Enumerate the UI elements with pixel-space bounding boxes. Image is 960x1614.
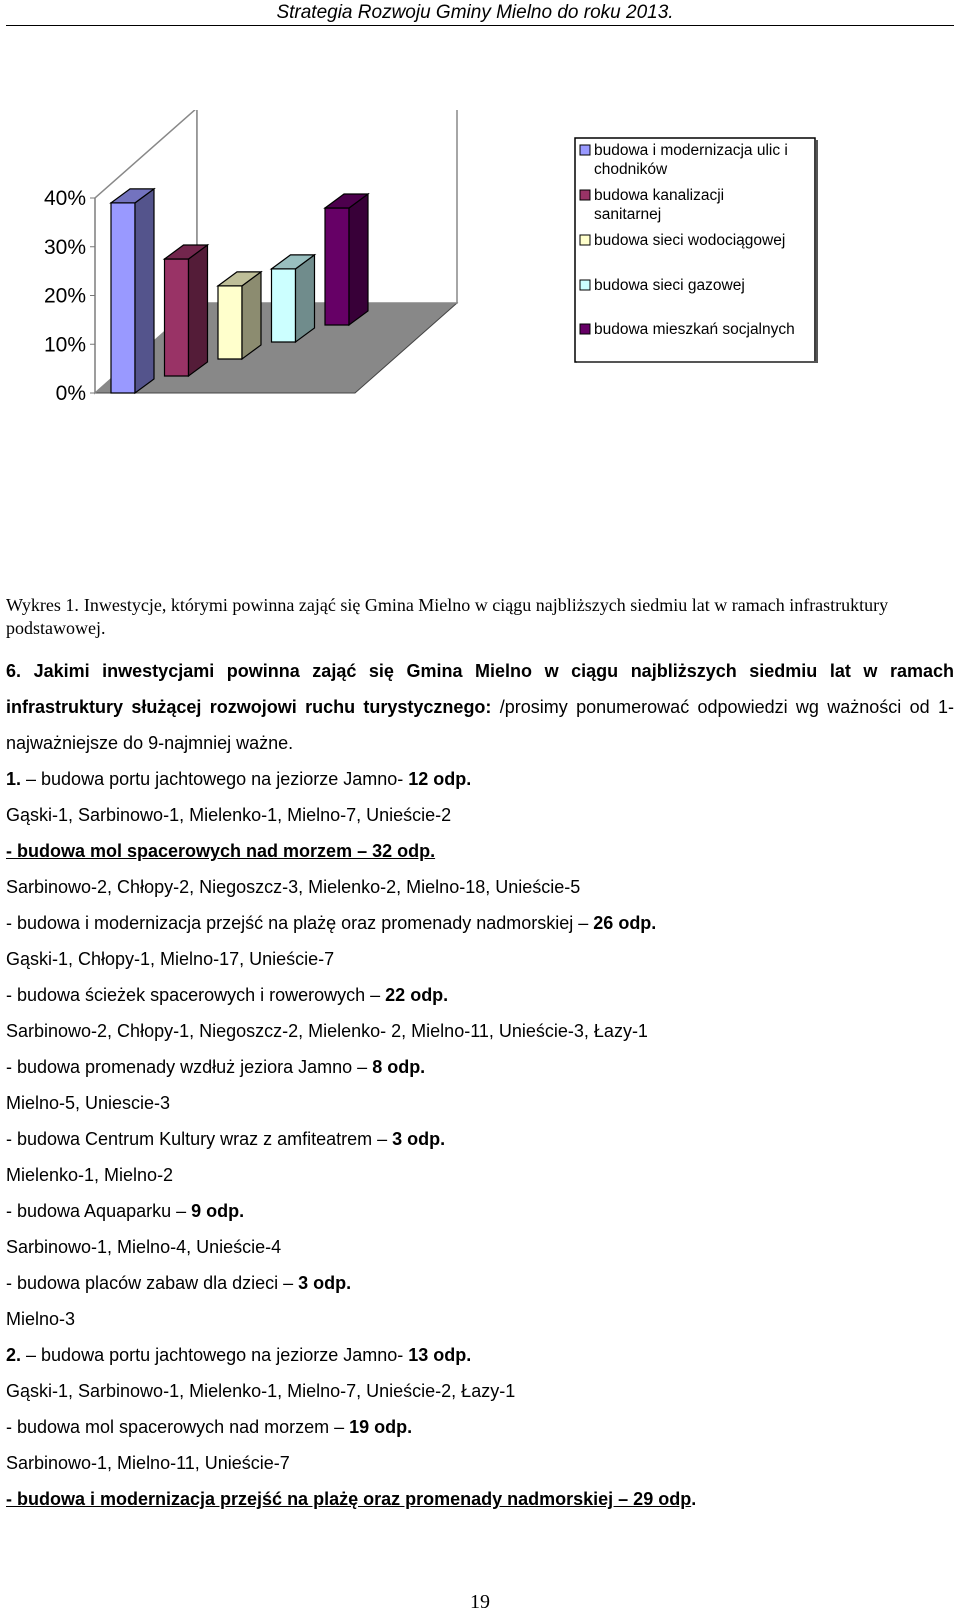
answer-line (6, 1193, 954, 1229)
answer-line (6, 1337, 954, 1373)
chart-bar (272, 255, 315, 342)
answer-highlight: - budowa i modernizacja przejść na plażę oraz promenady nadmorskiej – 29 odp (6, 1489, 692, 1509)
question-number: 6. (6, 661, 22, 681)
answer-localities: Mielno-3 (6, 1309, 76, 1329)
answer-rank: 2. (6, 1345, 22, 1365)
answer-localities: Mielenko-1, Mielno-2 (6, 1165, 174, 1185)
header-title: Strategia Rozwoju Gminy Mielno do roku 2013. (276, 2, 674, 23)
answer-line (6, 1373, 954, 1409)
answer-line (6, 1085, 954, 1121)
caption-label: Wykres 1. (6, 595, 79, 615)
answer-line (6, 941, 954, 977)
legend-swatch (580, 235, 590, 245)
answer-text: - budowa Centrum Kultury wraz z amfiteatrem – (6, 1129, 393, 1149)
answer-list (6, 761, 954, 1517)
answer-line (6, 797, 954, 833)
answer-count: 8 odp. (372, 1057, 426, 1077)
answer-localities: Sarbinowo-1, Mielno-4, Unieście-4 (6, 1237, 282, 1257)
answer-line (6, 869, 954, 905)
legend-label: budowa sieci gazowej (594, 277, 745, 294)
answer-count: 26 odp. (593, 913, 657, 933)
answer-line (6, 1121, 954, 1157)
y-tick-label: 10% (43, 333, 86, 357)
y-tick-label: 40% (43, 187, 86, 210)
answer-count: 22 odp. (385, 985, 449, 1005)
answer-line (6, 1409, 954, 1445)
answer-text: - budowa mol spacerowych nad morzem – (6, 1417, 350, 1437)
answer-localities: Sarbinowo-2, Chłopy-2, Niegoszcz-3, Mielenko-2, Mielno-18, Unieście-5 (6, 877, 581, 897)
y-tick-label: 30% (43, 235, 86, 259)
answer-text: – budowa portu jachtowego na jeziorze Jamno- (21, 1345, 409, 1365)
answer-line (6, 1229, 954, 1265)
question-6 (6, 653, 954, 761)
answer-text: - budowa placów zabaw dla dzieci – (6, 1273, 299, 1293)
answer-line (6, 1265, 954, 1301)
answer-line (6, 1481, 954, 1517)
question-bold-text: Jakimi inwestycjami powinna zająć się Gmina Mielno w ciągu najbliższych siedmiu lat w ramach infrastruktury służącej rozwojowi ruchu turystycznego: (6, 661, 954, 717)
legend-swatch (580, 190, 590, 200)
chart-bar (165, 245, 208, 376)
question-instruction: /prosimy ponumerować odpowiedzi wg ważności od 1- najważniejsze do 9-najmniej ważne. (6, 697, 954, 753)
answer-localities: Gąski-1, Sarbinowo-1, Mielenko-1, Mielno-7, Unieście-2, Łazy-1 (6, 1381, 516, 1401)
legend-label: budowa kanalizacji sanitarnej (594, 187, 725, 223)
answer-count: 12 odp. (408, 769, 472, 789)
answer-count: 19 odp. (349, 1417, 413, 1437)
answer-rank: 1. (6, 769, 22, 789)
caption-text: Inwestycje, którymi powinna zająć się Gmina Mielno w ciągu najbliższych siedmiu lat w ramach infrastruktury podstawowej. (6, 595, 889, 638)
answer-line (6, 1049, 954, 1085)
answer-line (6, 1157, 954, 1193)
legend-label: budowa i modernizacja ulic i chodników (594, 142, 788, 178)
header-rule (6, 25, 954, 26)
answer-line (6, 1013, 954, 1049)
answer-line (6, 833, 954, 869)
answer-count: 3 odp. (392, 1129, 446, 1149)
answer-line (6, 761, 954, 797)
answer-count: 13 odp. (408, 1345, 472, 1365)
answer-localities: Sarbinowo-1, Mielno-11, Unieście-7 (6, 1453, 290, 1473)
answer-text: - budowa Aquaparku – (6, 1201, 192, 1221)
page-header (0, 0, 960, 26)
chart-caption (6, 594, 952, 640)
answer-count: 9 odp. (191, 1201, 245, 1221)
answer-highlight: - budowa mol spacerowych nad morzem – 32 odp. (6, 841, 436, 861)
legend-swatch (580, 145, 590, 155)
y-tick-label: 20% (43, 284, 86, 308)
answer-line (6, 1301, 954, 1337)
chart-bar (325, 194, 368, 325)
answer-text: - budowa i modernizacja przejść na plażę oraz promenady nadmorskiej – (6, 913, 594, 933)
chart-legend (575, 138, 817, 362)
legend-swatch (580, 280, 590, 290)
answer-line (6, 977, 954, 1013)
legend-label: budowa mieszkań socjalnych (594, 321, 795, 338)
y-tick-label: 0% (55, 382, 86, 405)
answer-localities: Gąski-1, Sarbinowo-1, Mielenko-1, Mielno-7, Unieście-2 (6, 805, 452, 825)
answer-count: 3 odp. (298, 1273, 352, 1293)
bar-chart (0, 110, 960, 410)
chart-bar (111, 189, 154, 393)
chart-bar (218, 272, 261, 359)
legend-swatch (580, 324, 590, 334)
legend-label: budowa sieci wodociągowej (594, 232, 786, 249)
answer-text: – budowa portu jachtowego na jeziorze Jamno- (21, 769, 409, 789)
answer-localities: Gąski-1, Chłopy-1, Mielno-17, Unieście-7 (6, 949, 335, 969)
document-body (6, 653, 954, 1517)
answer-localities: Sarbinowo-2, Chłopy-1, Niegoszcz-2, Mielenko- 2, Mielno-11, Unieście-3, Łazy-1 (6, 1021, 648, 1041)
answer-text: - budowa ścieżek spacerowych i rowerowych – (6, 985, 386, 1005)
answer-text: - budowa promenady wzdłuż jeziora Jamno – (6, 1057, 373, 1077)
answer-localities: Mielno-5, Uniescie-3 (6, 1093, 171, 1113)
answer-line (6, 1445, 954, 1481)
page-number: 19 (470, 1591, 490, 1613)
answer-line (6, 905, 954, 941)
answer-suffix: . (691, 1489, 697, 1509)
